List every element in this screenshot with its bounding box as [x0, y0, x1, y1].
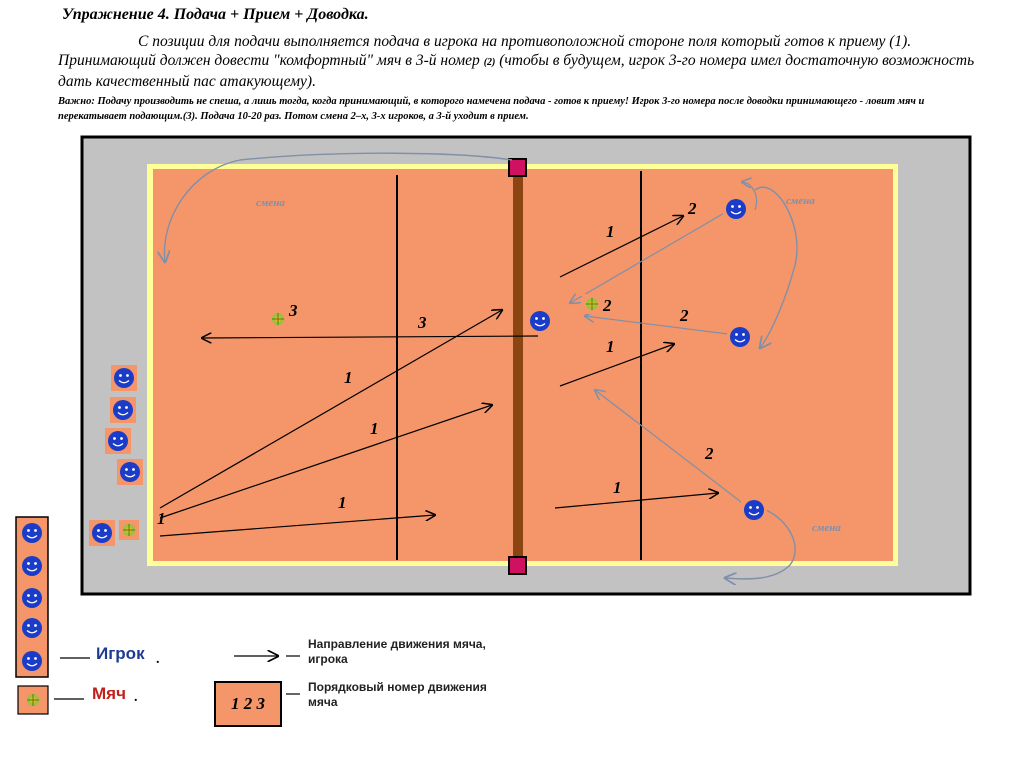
- label-serve-middle: 1: [370, 419, 379, 438]
- label-recv-mid-2: 2: [680, 306, 689, 325]
- player-queue-1: [111, 365, 137, 391]
- legend-player-1: [19, 520, 45, 546]
- label-ball-3: 3: [289, 301, 298, 320]
- label-recv-top-2: 2: [688, 199, 697, 218]
- description-end: (чтобы в будущем, игрок 3-го номера имел достаточную возможность дать качественный пас атакующему).: [58, 52, 975, 90]
- label-return-3: 3: [418, 313, 427, 332]
- legend-player-4: [19, 615, 45, 641]
- net-post-top: [509, 159, 526, 176]
- player-server: [89, 520, 115, 546]
- label-recv-top-1: 1: [606, 222, 615, 241]
- label-recv-mid-1: 1: [606, 337, 615, 356]
- player-queue-2: [110, 397, 136, 423]
- legend-player-dot: .: [156, 652, 160, 667]
- ball-server: [119, 520, 139, 540]
- legend-order-label: Порядковый номер движения мяча: [308, 680, 487, 709]
- player-queue-3: [105, 428, 131, 454]
- player-setter: [527, 308, 553, 334]
- label-serve-bottom: 1: [338, 493, 347, 512]
- label-smena-right-top: смена: [786, 195, 815, 207]
- net: [513, 168, 523, 564]
- page-title: Упражнение 4. Подача + Прием + Доводка.: [62, 6, 369, 23]
- player-queue-4: [117, 459, 143, 485]
- player-receiver-middle: [727, 324, 753, 350]
- legend-player-3: [19, 585, 45, 611]
- legend-direction-label: Направление движения мяча, игрока: [308, 637, 486, 666]
- label-recv-bot-2: 2: [705, 444, 714, 463]
- description-text: С позиции для подачи выполняется подача в игрока на противоположной стороне поля который готов к приему (1). Принимающий должен довести "комфортный" мяч в 3-й номер: [58, 33, 912, 69]
- ball-3: [268, 309, 288, 329]
- player-receiver-bottom: [741, 497, 767, 523]
- label-ball-2: 2: [603, 296, 612, 315]
- legend-player-label: Игрок: [96, 644, 145, 663]
- description-note: (2): [483, 57, 496, 68]
- label-serve-top: 1: [344, 368, 353, 387]
- legend-ball-dot: .: [134, 690, 138, 705]
- player-receiver-top: [723, 196, 749, 222]
- net-post-bottom: [509, 557, 526, 574]
- legend-player-5: [19, 648, 45, 674]
- ball-2: [582, 294, 602, 314]
- legend-order-box: 1 2 3: [214, 681, 282, 727]
- legend-ball-label: Мяч: [92, 684, 126, 703]
- label-server: 1: [157, 509, 166, 528]
- label-smena-right-bottom: смена: [812, 522, 841, 534]
- label-recv-bot-1: 1: [613, 478, 622, 497]
- legend-player-2: [19, 553, 45, 579]
- legend-ball-icon: [23, 690, 43, 710]
- label-smena-left: смена: [256, 197, 285, 209]
- important-note: Важно: Подачу производить не спеша, а лишь тогда, когда принимающий, в которого намечена подача - готов к приему! Игрок 3-го номера после доводки принимающего - ловит мяч и перекатывает подающим.(3). Подача 10-20 раз. Потом смена 2–х, 3-х игроков, а 3-й уходит в прием.: [58, 96, 925, 122]
